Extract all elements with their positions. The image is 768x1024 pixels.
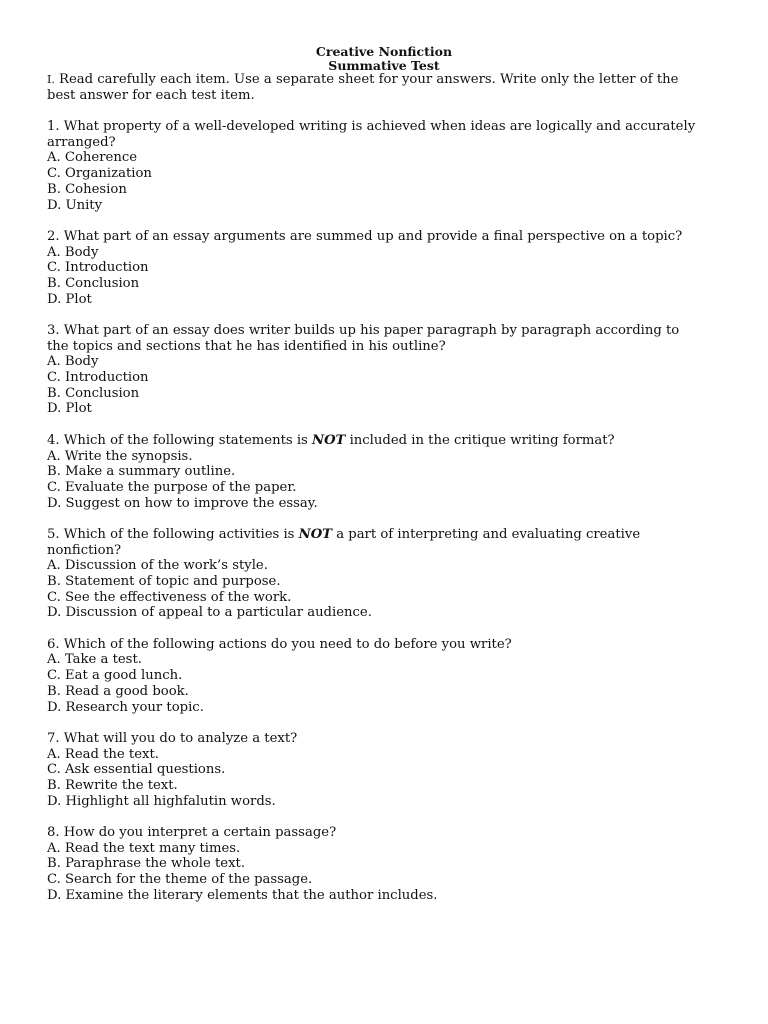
question-text: arranged? [47,134,116,150]
answer-option: B. Conclusion [47,275,140,291]
question-text: 6. Which of the following actions do you need to do before you write? [47,636,512,652]
question-text-part: included in the critique writing format? [345,432,615,448]
answer-option: B. Rewrite the text. [47,777,178,793]
answer-option: A. Body [47,244,99,260]
question-text [47,527,737,543]
answer-option: C. Search for the theme of the passage. [47,872,313,888]
answer-option: A. Coherence [47,150,138,166]
answer-option: D. Highlight all highfalutin words. [47,793,276,809]
answer-option: A. Discussion of the work’s style. [47,558,268,574]
answer-option: A. Body [47,354,99,370]
question-text: 7. What will you do to analyze a text? [47,730,298,746]
question-text: the topics and sections that he has identified in his outline? [47,338,446,354]
answer-option: D. Examine the literary elements that the author includes. [47,887,438,903]
answer-option: C. Evaluate the purpose of the paper. [47,479,297,495]
question-text-part: 5. Which of the following activities is [47,526,299,542]
question-8 [47,825,737,903]
question-5 [47,527,737,621]
question-6 [47,637,737,715]
answer-option: D. Discussion of appeal to a particular audience. [47,605,372,621]
instructions-line: best answer for each test item. [47,87,255,103]
answer-option: C. Introduction [47,370,149,386]
answer-option: D. Suggest on how to improve the essay. [47,495,318,511]
answer-option: C. Eat a good lunch. [47,668,183,684]
question-3 [47,323,737,417]
emphasis-not: NOT [312,432,346,448]
document-subtitle: Summative Test [328,58,440,73]
question-text: nonfiction? [47,542,122,558]
answer-option: C. Ask essential questions. [47,762,226,778]
question-7 [47,731,737,809]
instructions-line [47,72,737,88]
question-1 [47,119,737,213]
emphasis-not: NOT [298,526,332,542]
question-text-part: a part of interpreting and evaluating creative [332,526,641,542]
instructions-text: Read carefully each item. Use a separate sheet for your answers. Write only the letter of the [54,72,679,87]
answer-option: D. Plot [47,401,92,417]
question-4 [47,433,737,511]
answer-option: D. Research your topic. [47,699,204,715]
answer-option: B. Cohesion [47,181,127,197]
test-body [47,72,737,919]
answer-option: B. Paraphrase the whole text. [47,856,246,872]
answer-option: A. Read the text many times. [47,840,241,856]
question-text [47,433,737,449]
answer-option: C. Introduction [47,260,149,276]
instructions [47,72,737,103]
answer-option: B. Conclusion [47,385,140,401]
answer-option: A. Write the synopsis. [47,448,193,464]
answer-option: B. Statement of topic and purpose. [47,574,281,589]
answer-option: A. Take a test. [47,652,142,668]
document-title: Creative Nonfiction [315,44,453,59]
answer-option: C. See the effectiveness of the work. [47,589,292,605]
answer-option: C. Organization [47,166,152,182]
answer-option: D. Unity [47,197,103,213]
question-text: 8. How do you interpret a certain passage? [47,825,337,840]
question-text: 3. What part of an essay does writer builds up his paper paragraph by paragraph according to [47,323,680,338]
answer-option: A. Read the text. [47,746,159,762]
answer-option: D. Plot [47,291,92,307]
answer-option: B. Make a summary outline. [47,464,236,480]
question-text: 1. What property of a well-developed writing is achieved when ideas are logically and accurately [47,119,696,135]
question-text-part: 4. Which of the following statements is [47,432,313,448]
question-text: 2. What part of an essay arguments are summed up and provide a final perspective on a topic? [47,228,683,244]
section-numeral: I. [47,73,55,86]
question-2 [47,229,737,307]
answer-option: B. Read a good book. [47,683,189,699]
